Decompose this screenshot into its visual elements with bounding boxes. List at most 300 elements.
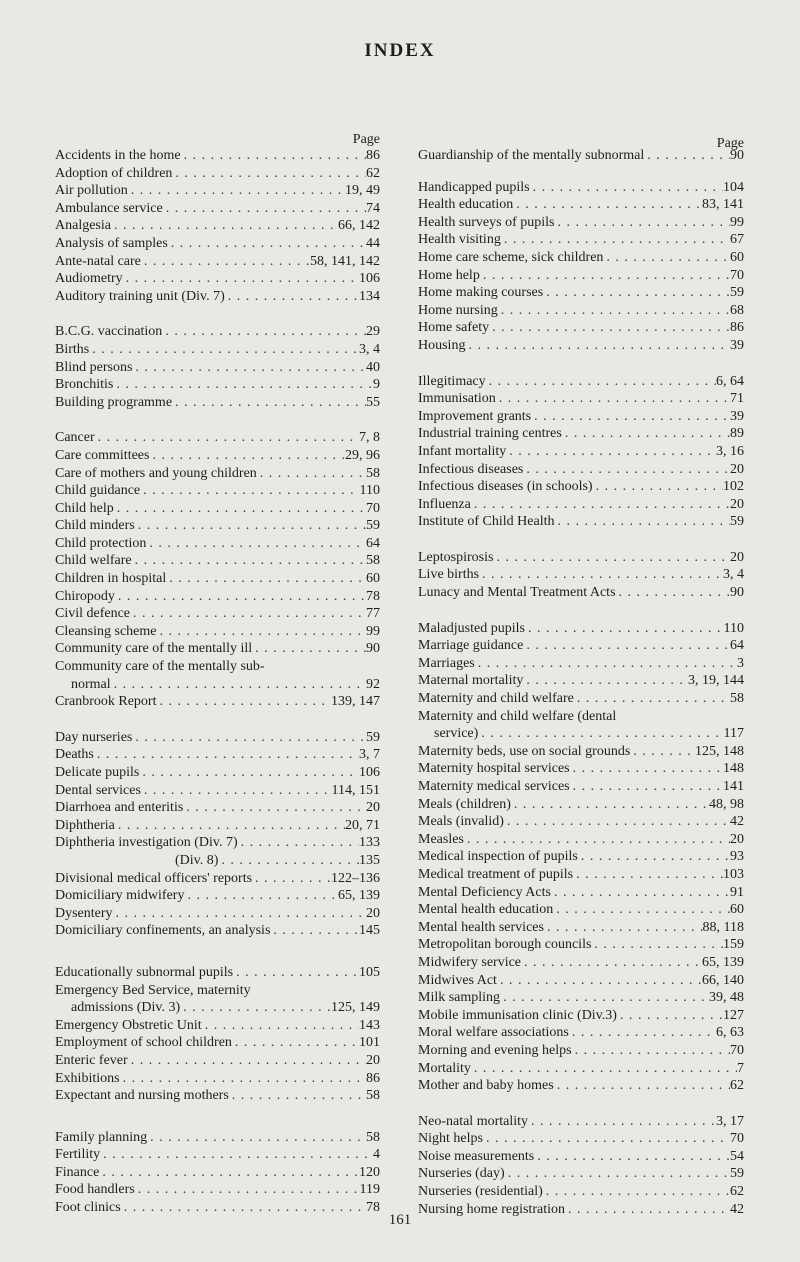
entry-page-ref: 92 bbox=[366, 676, 380, 692]
entry-page-ref: 101 bbox=[359, 1035, 380, 1051]
index-entry bbox=[55, 1164, 380, 1182]
entry-page-ref: 122–136 bbox=[331, 870, 380, 886]
entry-page-ref: 159 bbox=[723, 937, 744, 953]
letter-group bbox=[55, 964, 380, 1105]
entry-term: Home making courses bbox=[418, 285, 544, 301]
entry-term: Community care of the mentally ill bbox=[55, 641, 253, 657]
entry-term: Immunisation bbox=[418, 391, 496, 407]
dot-leader bbox=[521, 954, 702, 972]
entry-term: Deaths bbox=[55, 747, 94, 763]
entry-page-ref: 60 bbox=[366, 571, 380, 587]
entry-term: Metropolitan borough councils bbox=[418, 937, 592, 953]
dot-leader bbox=[232, 1034, 359, 1052]
dot-leader bbox=[113, 905, 366, 923]
dot-leader bbox=[132, 359, 366, 377]
entry-term: Dental services bbox=[55, 782, 141, 798]
dot-leader bbox=[475, 655, 737, 673]
dot-leader bbox=[257, 465, 366, 483]
entry-term: Housing bbox=[418, 337, 466, 353]
entry-page-ref: 20, 71 bbox=[345, 817, 380, 833]
index-left-column bbox=[55, 132, 380, 1217]
index-entry bbox=[55, 517, 380, 535]
entry-page-ref: 77 bbox=[366, 606, 380, 622]
entry-term: Infant mortality bbox=[418, 443, 507, 459]
index-entry bbox=[418, 1183, 744, 1201]
dot-leader bbox=[573, 866, 723, 884]
entry-page-ref: 83, 141 bbox=[702, 197, 744, 213]
dot-leader bbox=[168, 235, 366, 253]
entry-page-ref: 139, 147 bbox=[331, 694, 380, 710]
letter-group-gap bbox=[418, 355, 744, 373]
entry-term: Illegitimacy bbox=[418, 373, 486, 389]
dot-leader bbox=[486, 373, 716, 391]
entry-term: Delicate pupils bbox=[55, 765, 140, 780]
entry-term: Neo-natal mortality bbox=[418, 1113, 529, 1129]
entry-term: Emergency Obstretic Unit bbox=[55, 1017, 202, 1033]
index-entry bbox=[418, 549, 744, 567]
letter-group bbox=[55, 323, 380, 411]
letter-group bbox=[55, 429, 380, 711]
index-entry bbox=[55, 200, 380, 218]
entry-page-ref: 106 bbox=[359, 765, 380, 780]
index-entry bbox=[55, 1052, 380, 1070]
entry-term: Mental health services bbox=[418, 919, 544, 935]
dot-leader bbox=[562, 425, 730, 443]
dot-leader bbox=[156, 623, 366, 641]
index-entry bbox=[418, 1007, 744, 1025]
entry-term: Expectant and nursing mothers bbox=[55, 1088, 229, 1104]
dot-leader bbox=[480, 267, 730, 285]
entry-term: Institute of Child Health bbox=[418, 514, 555, 530]
dot-leader bbox=[543, 1183, 730, 1201]
entry-term-continuation: admissions (Div. 3) bbox=[71, 1000, 181, 1016]
entry-page-ref: 99 bbox=[730, 214, 744, 230]
letter-group-gap bbox=[418, 602, 744, 620]
dot-leader bbox=[525, 620, 724, 638]
entry-page-ref: 62 bbox=[366, 165, 380, 181]
index-entry-continuation bbox=[418, 725, 744, 743]
dot-leader bbox=[513, 196, 702, 214]
entry-term: Health education bbox=[418, 197, 514, 213]
entry-page-ref: 78 bbox=[366, 588, 380, 604]
index-entry bbox=[55, 852, 380, 870]
index-entry bbox=[418, 848, 744, 866]
entry-term: Analgesia bbox=[55, 218, 111, 234]
entry-page-ref: 59 bbox=[730, 1166, 744, 1182]
index-entry bbox=[55, 1129, 380, 1147]
entry-page-ref: 58 bbox=[366, 553, 380, 569]
index-entry bbox=[55, 341, 380, 359]
entry-term-continuation: service) bbox=[434, 726, 479, 742]
page-column-heading: Page bbox=[352, 132, 380, 147]
entry-page-ref: 3, 4 bbox=[359, 341, 380, 357]
index-entry bbox=[418, 655, 744, 673]
letter-group bbox=[418, 179, 744, 355]
entry-page-ref: 19, 49 bbox=[345, 183, 380, 199]
dot-leader bbox=[229, 1087, 366, 1105]
index-entry bbox=[55, 482, 380, 500]
dot-leader bbox=[89, 341, 359, 359]
index-entry bbox=[418, 690, 744, 708]
dot-leader bbox=[554, 1077, 730, 1095]
dot-leader bbox=[630, 743, 695, 761]
entry-page-ref: 29, 96 bbox=[345, 447, 380, 463]
dot-leader bbox=[530, 179, 723, 197]
entry-page-ref: 127 bbox=[723, 1007, 744, 1023]
index-entry bbox=[55, 729, 380, 747]
entry-page-ref: 20 bbox=[730, 549, 744, 565]
entry-page-ref: 145 bbox=[359, 923, 380, 939]
index-entry bbox=[418, 831, 744, 849]
index-entry bbox=[418, 496, 744, 514]
entry-term: Bronchitis bbox=[55, 377, 114, 393]
index-entry bbox=[418, 267, 744, 285]
entry-page-ref: 65, 139 bbox=[702, 954, 744, 970]
index-entry bbox=[418, 337, 744, 355]
entry-page-ref: 141 bbox=[723, 779, 744, 794]
entry-term: Mobile immunisation clinic (Div.3) bbox=[418, 1007, 617, 1023]
dot-leader bbox=[616, 584, 730, 602]
entry-term: Live births bbox=[418, 567, 480, 583]
entry-page-ref: 4 bbox=[373, 1147, 380, 1163]
entry-page-ref: 70 bbox=[730, 1131, 744, 1147]
entry-page-ref: 110 bbox=[359, 483, 380, 499]
entry-page-ref: 39 bbox=[730, 408, 744, 424]
entry-page-ref: 71 bbox=[730, 391, 744, 407]
entry-page-ref: 3, 19, 144 bbox=[688, 673, 744, 689]
index-entry bbox=[55, 394, 380, 412]
entry-page-ref: 7, 8 bbox=[359, 430, 380, 446]
index-entry bbox=[418, 813, 744, 831]
entry-term: Analysis of samples bbox=[55, 235, 168, 251]
entry-page-ref: 133 bbox=[359, 835, 380, 851]
letter-group bbox=[418, 147, 744, 165]
entry-page-ref: 59 bbox=[730, 285, 744, 301]
index-entry bbox=[418, 302, 744, 320]
entry-page-ref: 90 bbox=[730, 585, 744, 601]
entry-term: Mental health education bbox=[418, 902, 554, 918]
dot-leader bbox=[252, 640, 366, 658]
index-entry bbox=[55, 605, 380, 623]
index-entry bbox=[418, 919, 744, 937]
dot-leader bbox=[140, 482, 359, 500]
index-entry bbox=[418, 778, 744, 796]
index-entry bbox=[55, 834, 380, 852]
dot-leader bbox=[483, 1130, 730, 1148]
entry-term: Community care of the mentally sub- bbox=[55, 659, 265, 675]
entry-term: Adoption of children bbox=[55, 165, 173, 181]
entry-page-ref: 114, 151 bbox=[331, 782, 380, 798]
entry-page-ref: 86 bbox=[366, 148, 380, 163]
dot-leader bbox=[478, 725, 723, 743]
index-entry bbox=[418, 249, 744, 267]
entry-page-ref: 67 bbox=[730, 232, 744, 248]
entry-page-ref: 103 bbox=[723, 866, 744, 882]
entry-term: Guardianship of the mentally subnormal bbox=[418, 148, 645, 163]
entry-term: Maternity beds, use on social grounds bbox=[418, 743, 631, 759]
dot-leader bbox=[505, 1165, 730, 1183]
dot-leader bbox=[471, 496, 730, 514]
entry-term: Air pollution bbox=[55, 183, 128, 199]
index-entry bbox=[55, 376, 380, 394]
entry-term: Home care scheme, sick children bbox=[418, 249, 604, 265]
index-entry bbox=[418, 373, 744, 391]
dot-leader bbox=[493, 549, 730, 567]
index-entry bbox=[55, 905, 380, 923]
entry-page-ref: 90 bbox=[366, 641, 380, 657]
entry-page-ref: 20 bbox=[730, 831, 744, 847]
index-entry bbox=[55, 623, 380, 641]
index-entry bbox=[55, 964, 380, 982]
dot-leader bbox=[135, 1181, 360, 1199]
dot-leader bbox=[523, 672, 688, 690]
entry-term: Child help bbox=[55, 500, 114, 516]
letter-group bbox=[55, 147, 380, 305]
index-entry bbox=[418, 620, 744, 638]
letter-group bbox=[55, 729, 380, 940]
index-entry bbox=[55, 1181, 380, 1199]
index-entry bbox=[55, 288, 380, 306]
index-entry bbox=[418, 408, 744, 426]
letter-group-gap bbox=[418, 531, 744, 549]
entry-term: (Div. 8) bbox=[175, 852, 219, 868]
dot-leader bbox=[114, 500, 366, 518]
dot-leader bbox=[120, 1070, 366, 1088]
entry-term: Industrial training centres bbox=[418, 426, 562, 442]
entry-term: Cranbrook Report bbox=[55, 694, 157, 710]
entry-term: Milk sampling bbox=[418, 990, 501, 1006]
entry-page-ref: 3, 4 bbox=[723, 567, 744, 583]
entry-page-ref: 106 bbox=[359, 271, 380, 287]
index-entry bbox=[418, 743, 744, 761]
index-entry bbox=[418, 513, 744, 531]
entry-page-ref: 42 bbox=[730, 1201, 744, 1217]
entry-page-ref: 59 bbox=[366, 729, 380, 745]
page-number: 161 bbox=[388, 1212, 412, 1228]
entry-term: Nurseries (day) bbox=[418, 1166, 505, 1182]
letter-group bbox=[55, 1129, 380, 1217]
index-entry bbox=[418, 796, 744, 814]
entry-page-ref: 58 bbox=[366, 1129, 380, 1145]
dot-leader bbox=[570, 778, 723, 796]
entry-page-ref: 99 bbox=[366, 623, 380, 639]
dot-leader bbox=[543, 284, 730, 302]
index-entry bbox=[55, 922, 380, 940]
entry-term: Diphtheria investigation (Div. 7) bbox=[55, 835, 238, 851]
entry-page-ref: 120 bbox=[359, 1164, 380, 1180]
letter-group bbox=[418, 620, 744, 1095]
entry-term: Diphtheria bbox=[55, 817, 115, 833]
entry-page-ref: 6, 63 bbox=[716, 1025, 744, 1041]
index-entry bbox=[55, 447, 380, 465]
index-entry bbox=[55, 182, 380, 200]
dot-leader bbox=[225, 288, 359, 306]
index-entry bbox=[55, 147, 380, 165]
entry-page-ref: 91 bbox=[730, 884, 744, 900]
dot-leader bbox=[498, 302, 730, 320]
entry-page-ref: 60 bbox=[730, 249, 744, 265]
entry-term: Child welfare bbox=[55, 553, 132, 569]
entry-term: Maternal mortality bbox=[418, 673, 524, 689]
dot-leader bbox=[528, 1113, 716, 1131]
dot-leader bbox=[551, 884, 730, 902]
index-entry bbox=[55, 323, 380, 341]
entry-term: Foot clinics bbox=[55, 1200, 121, 1216]
entry-term: Noise measurements bbox=[418, 1148, 535, 1164]
entry-page-ref: 29 bbox=[366, 324, 380, 340]
index-entry bbox=[55, 640, 380, 658]
entry-page-ref: 105 bbox=[359, 964, 380, 980]
index-entry bbox=[418, 478, 744, 496]
entry-term: Marriage guidance bbox=[418, 638, 524, 654]
entry-term: Mental Deficiency Acts bbox=[418, 884, 551, 900]
dot-leader bbox=[162, 323, 366, 341]
entry-term: Moral welfare associations bbox=[418, 1025, 569, 1041]
entry-term: Building programme bbox=[55, 394, 173, 410]
entry-page-ref: 143 bbox=[359, 1017, 380, 1033]
entry-page-ref: 68 bbox=[730, 302, 744, 318]
entry-term: Health visiting bbox=[418, 232, 501, 248]
index-entry bbox=[418, 425, 744, 443]
entry-term: Measles bbox=[418, 831, 464, 847]
index-entry bbox=[55, 217, 380, 235]
dot-leader bbox=[94, 746, 359, 764]
letter-group-gap bbox=[55, 411, 380, 429]
entry-page-ref: 59 bbox=[366, 518, 380, 534]
dot-leader bbox=[156, 693, 331, 711]
entry-term: Audiometry bbox=[55, 271, 123, 287]
entry-term: Home nursing bbox=[418, 302, 498, 318]
index-entry bbox=[418, 672, 744, 690]
dot-leader bbox=[553, 901, 730, 919]
dot-leader bbox=[163, 200, 366, 218]
dot-leader bbox=[184, 887, 338, 905]
entry-term: Influenza bbox=[418, 496, 471, 512]
entry-page-ref: 89 bbox=[730, 426, 744, 442]
dot-leader bbox=[464, 831, 730, 849]
dot-leader bbox=[523, 461, 730, 479]
index-entry bbox=[55, 1070, 380, 1088]
index-entry bbox=[55, 270, 380, 288]
dot-leader bbox=[172, 165, 366, 183]
dot-leader bbox=[501, 231, 730, 249]
entry-page-ref: 42 bbox=[730, 814, 744, 830]
entry-term: Handicapped pupils bbox=[418, 179, 530, 195]
entry-page-ref: 62 bbox=[730, 1184, 744, 1200]
entry-page-ref: 59 bbox=[730, 514, 744, 530]
index-entry bbox=[418, 461, 744, 479]
dot-leader bbox=[183, 799, 366, 817]
entry-term: Marriages bbox=[418, 655, 475, 671]
entry-page-ref: 119 bbox=[359, 1182, 380, 1198]
dot-leader bbox=[570, 760, 723, 778]
index-entry bbox=[55, 658, 380, 676]
dot-leader bbox=[218, 852, 359, 870]
entry-term: Family planning bbox=[55, 1129, 148, 1145]
entry-term: Child minders bbox=[55, 518, 135, 534]
entry-page-ref: 54 bbox=[730, 1148, 744, 1164]
entry-term: Ante-natal care bbox=[55, 253, 141, 269]
entry-term: Night helps bbox=[418, 1131, 483, 1147]
dot-leader bbox=[141, 253, 310, 271]
entry-page-ref: 66, 140 bbox=[702, 972, 744, 988]
dot-leader bbox=[544, 919, 703, 937]
dot-leader bbox=[603, 249, 730, 267]
dot-leader bbox=[511, 796, 709, 814]
entry-page-ref: 58, 141, 142 bbox=[310, 253, 380, 269]
entry-term: Chiropody bbox=[55, 588, 115, 604]
dot-leader bbox=[132, 552, 366, 570]
index-entry bbox=[55, 465, 380, 483]
dot-leader bbox=[132, 729, 366, 747]
entry-term: Care committees bbox=[55, 447, 150, 463]
index-entry bbox=[55, 429, 380, 447]
page-title: INDEX bbox=[364, 40, 436, 61]
entry-page-ref: 135 bbox=[359, 852, 380, 868]
entry-page-ref: 3 bbox=[737, 655, 744, 671]
index-entry bbox=[418, 1024, 744, 1042]
index-right-column bbox=[418, 132, 744, 1218]
entry-page-ref: 44 bbox=[366, 235, 380, 251]
index-entry bbox=[55, 552, 380, 570]
dot-leader bbox=[593, 478, 723, 496]
index-entry bbox=[418, 637, 744, 655]
index-entry bbox=[418, 884, 744, 902]
entry-term: Educationally subnormal pupils bbox=[55, 964, 234, 980]
entry-page-ref: 125, 148 bbox=[695, 743, 744, 759]
index-entry bbox=[418, 390, 744, 408]
dot-leader bbox=[180, 999, 331, 1017]
entry-term: Home help bbox=[418, 267, 480, 283]
dot-leader bbox=[569, 1024, 716, 1042]
entry-term: Fertility bbox=[55, 1147, 101, 1163]
dot-leader bbox=[139, 764, 359, 782]
entry-term: Medical treatment of pupils bbox=[418, 866, 574, 882]
index-entry bbox=[418, 866, 744, 884]
entry-page-ref: 134 bbox=[359, 288, 380, 304]
dot-leader bbox=[115, 588, 366, 606]
entry-term: Maladjusted pupils bbox=[418, 620, 525, 636]
dot-leader bbox=[497, 972, 702, 990]
dot-leader bbox=[113, 376, 373, 394]
index-entry bbox=[418, 1077, 744, 1095]
dot-leader bbox=[233, 964, 359, 982]
entry-term: Emergency Bed Service, maternity bbox=[55, 982, 251, 998]
dot-leader bbox=[504, 813, 730, 831]
dot-leader bbox=[471, 1060, 737, 1078]
entry-page-ref: 20 bbox=[366, 800, 380, 816]
entry-page-ref: 60 bbox=[730, 902, 744, 918]
entry-term: Blind persons bbox=[55, 359, 133, 375]
entry-page-ref: 86 bbox=[366, 1070, 380, 1086]
entry-page-ref: 117 bbox=[723, 726, 744, 742]
entry-term: Children in hospital bbox=[55, 571, 167, 587]
dot-leader bbox=[465, 337, 730, 355]
dot-leader bbox=[166, 570, 366, 588]
entry-page-ref: 20 bbox=[366, 905, 380, 921]
entry-term: Food handlers bbox=[55, 1182, 135, 1198]
index-entry bbox=[418, 1113, 744, 1131]
letter-group-gap bbox=[55, 940, 380, 964]
dot-leader bbox=[115, 817, 345, 835]
index-entry bbox=[55, 570, 380, 588]
index-entry bbox=[418, 1165, 744, 1183]
dot-leader bbox=[572, 1042, 730, 1060]
index-entry bbox=[55, 1034, 380, 1052]
entry-page-ref: 62 bbox=[730, 1078, 744, 1094]
entry-page-ref: 125, 149 bbox=[331, 1000, 380, 1016]
dot-leader bbox=[149, 447, 345, 465]
